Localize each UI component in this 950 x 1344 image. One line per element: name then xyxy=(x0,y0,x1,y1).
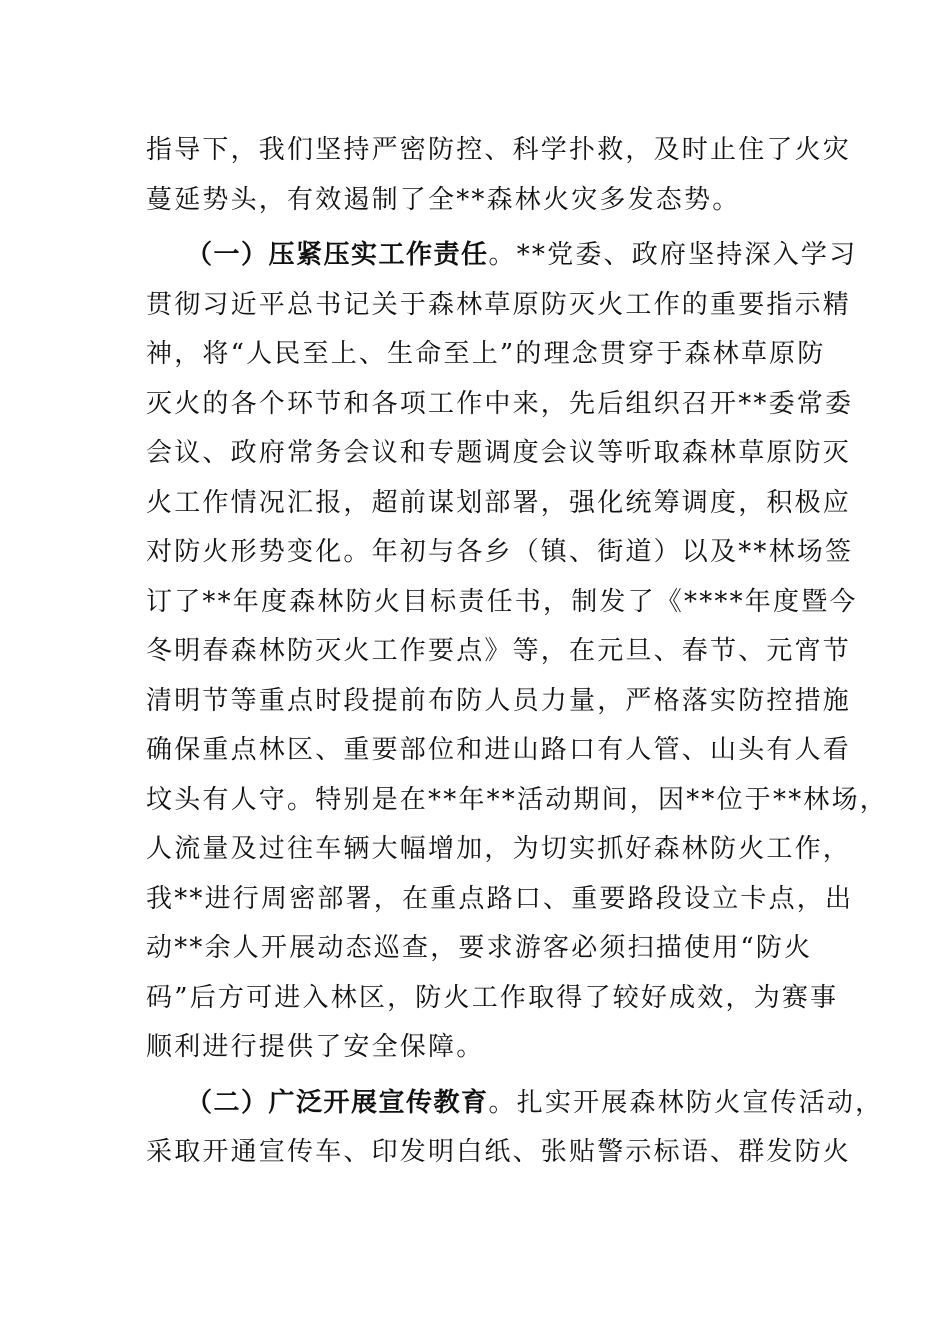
text-line: 火工作情况汇报，超前谋划部署，强化统筹调度，积极应 xyxy=(146,487,852,518)
text-line: 顺利进行提供了安全保障。 xyxy=(146,1032,485,1062)
text-line: 灭火的各个环节和各项工作中来，先后组织召开**委常委 xyxy=(146,388,854,419)
text-line: 人流量及过往车辆大幅增加，为切实抓好森林防火工作， xyxy=(146,834,852,864)
text-line: 对防火形势变化。年初与各乡（镇、街道）以及**林场签 xyxy=(146,537,854,567)
text-line: 冬明春森林防灭火工作要点》等，在元旦、春节、元宵节 xyxy=(146,636,852,666)
text-line: 蔓延势头，有效遏制了全**森林火灾多发态势。 xyxy=(146,184,741,215)
text-line: 会议、政府常务会议和专题调度会议等听取森林草原防灭 xyxy=(146,438,852,468)
section-1-first-line xyxy=(146,231,858,281)
text-line: 采取开通宣传车、印发明白纸、张贴警示标语、群发防火 xyxy=(146,1137,852,1167)
text-line: 指导下，我们坚持严密防控、科学扑救，及时止住了火灾 xyxy=(146,135,852,165)
text-line: 动**余人开展动态巡查，要求游客必须扫描使用“防火 xyxy=(146,933,813,963)
text-line: 我**进行周密部署，在重点路口、重要路段设立卡点，出 xyxy=(146,883,854,914)
text-line: 坟头有人守。特别是在**年**活动期间，因**位于**林场， xyxy=(146,784,889,815)
document-body xyxy=(146,126,889,1178)
text-line: 订了**年度森林防火目标责任书，制发了《****年度暨今 xyxy=(146,586,858,617)
text-line: 码”后方可进入林区，防火工作取得了较好成效，为赛事 xyxy=(146,982,839,1013)
section-1-heading: （一）压紧压实工作责任 xyxy=(186,240,489,270)
section-2-first-line-text: 。扎实开展森林防火宣传活动， xyxy=(488,1087,884,1118)
text-line: 贯彻习近平总书记关于森林草原防灭火工作的重要指示精 xyxy=(146,289,852,320)
intro-paragraph xyxy=(146,126,852,225)
section-2-heading: （二）广泛开展宣传教育 xyxy=(186,1087,489,1118)
text-line: 神，将“人民至上、生命至上”的理念贯穿于森林草原防 xyxy=(146,339,826,369)
text-line: 确保重点林区、重要部位和进山路口有人管、山头有人看 xyxy=(146,735,852,765)
text-line: 清明节等重点时段提前布防人员力量，严格落实防控措施 xyxy=(146,685,852,716)
section-1-paragraph xyxy=(146,231,889,1073)
section-2-paragraph xyxy=(146,1079,884,1178)
section-2-first-line xyxy=(146,1079,884,1129)
section-1-first-line-text: 。**党委、政府坚持深入学习 xyxy=(488,240,858,270)
